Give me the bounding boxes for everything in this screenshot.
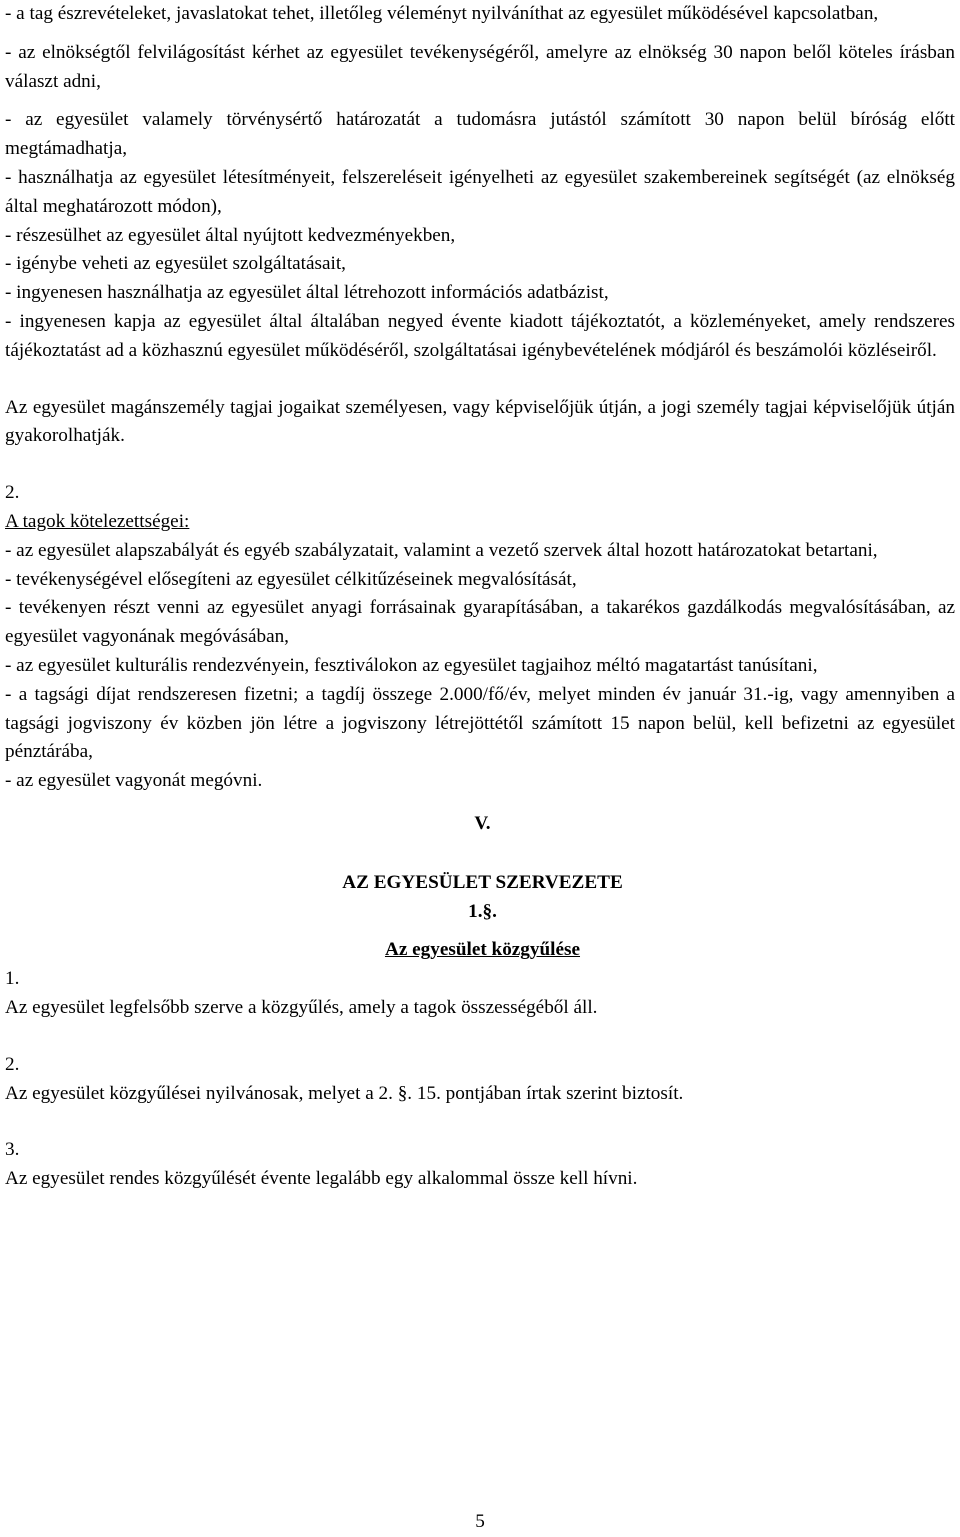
list-item: - igénybe veheti az egyesület szolgáltatásait, [5,253,346,275]
chapter-roman-numeral: V. [474,812,491,834]
list-item: - a tag észrevételeket, javaslatokat tehet, illetőleg véleményt nyilváníthat az egyesület működésével kapcsolatban, [5,3,879,24]
list-item: - az elnökségtől felvilágosítást kérhet az egyesület tevékenységéről, amelyre az elnökség 30 napon belől köteles írásban választ adni, [5,41,955,92]
point-number: 3. [5,1139,20,1161]
rights-exercise-paragraph: Az egyesület magánszemély tagjai jogaikat személyesen, vagy képviselőjük útján, a jogi személy tagjai képviselőjük útján gyakorolhatják. [5,396,955,447]
assembly-points [5,965,955,1194]
point-number: 2. [5,1053,20,1075]
rights-list [5,0,955,366]
point-text: Az egyesület közgyűlései nyilvánosak, melyet a 2. §. 15. pontjában írtak szerint biztosít. [5,1082,684,1104]
point-text: Az egyesület legfelsőbb szerve a közgyűlés, amely a tagok összességéből áll. [5,996,598,1018]
list-item: - az egyesület kulturális rendezvényein, fesztiválokon az egyesület tagjaihoz méltó magatartást tanúsítani, [5,654,818,676]
section-heading: 1.§. [468,900,497,922]
point-number: 1. [5,968,20,990]
list-item: - az egyesület alapszabályát és egyéb szabályzatait, valamint a vezető szervek által hozott határozatokat betartani, [5,539,878,561]
list-item: - tevékenyen részt venni az egyesület anyagi forrásainak gyarapításában, a takarékos gazdálkodás megvalósításában, az egyesület vagyonának megóvásában, [5,597,955,648]
page-number: 5 [475,1511,485,1532]
list-item: - a tagsági díjat rendszeresen fizetni; a tagdíj összege 2.000/fő/év, melyet minden év január 31.-ig, vagy amennyiben a tagsági jogviszony év közben jön létre a jogviszony létrejöttétől számított 15 napon belül, kell befizetni az egyesület pénztárába, [5,683,955,763]
chapter-title: AZ EGYESÜLET SZERVEZETE [342,871,623,893]
section-number: 2. [5,482,20,504]
point-text: Az egyesület rendes közgyűlését évente legalább egy alkalommal össze kell hívni. [5,1168,638,1190]
section-title: Az egyesület közgyűlése [384,939,581,961]
list-item: - ingyenesen kapja az egyesület által általában negyed évente kiadott tájékoztatót, a közleményeket, amely rendszeres tájékoztatást ad a közhasznú egyesület működéséről, szolgáltatásai igénybevételének módjáról és beszámolói közléseiről. [5,310,955,361]
list-item: - az egyesület vagyonát megóvni. [5,770,263,792]
list-item: - tevékenységével elősegíteni az egyesület célkitűzéseinek megvalósítását, [5,568,577,590]
obligations-section [5,479,955,796]
list-item: - részesülhet az egyesület által nyújtott kedvezményekben, [5,224,456,246]
document-page [5,0,955,1194]
list-item: - az egyesület valamely törvénysértő határozatát a tudomásra jutástól számított 30 napon belül bíróság előtt megtámadhatja, [5,109,955,160]
list-item: - ingyenesen használhatja az egyesület által létrehozott információs adatbázist, [5,282,609,304]
obligations-title: A tagok kötelezettségei: [5,510,190,532]
list-item: - használhatja az egyesület létesítményeit, felszereléseit igényelheti az egyesület szakembereinek segítségét (az elnökség által meghatározott módon), [5,166,955,217]
